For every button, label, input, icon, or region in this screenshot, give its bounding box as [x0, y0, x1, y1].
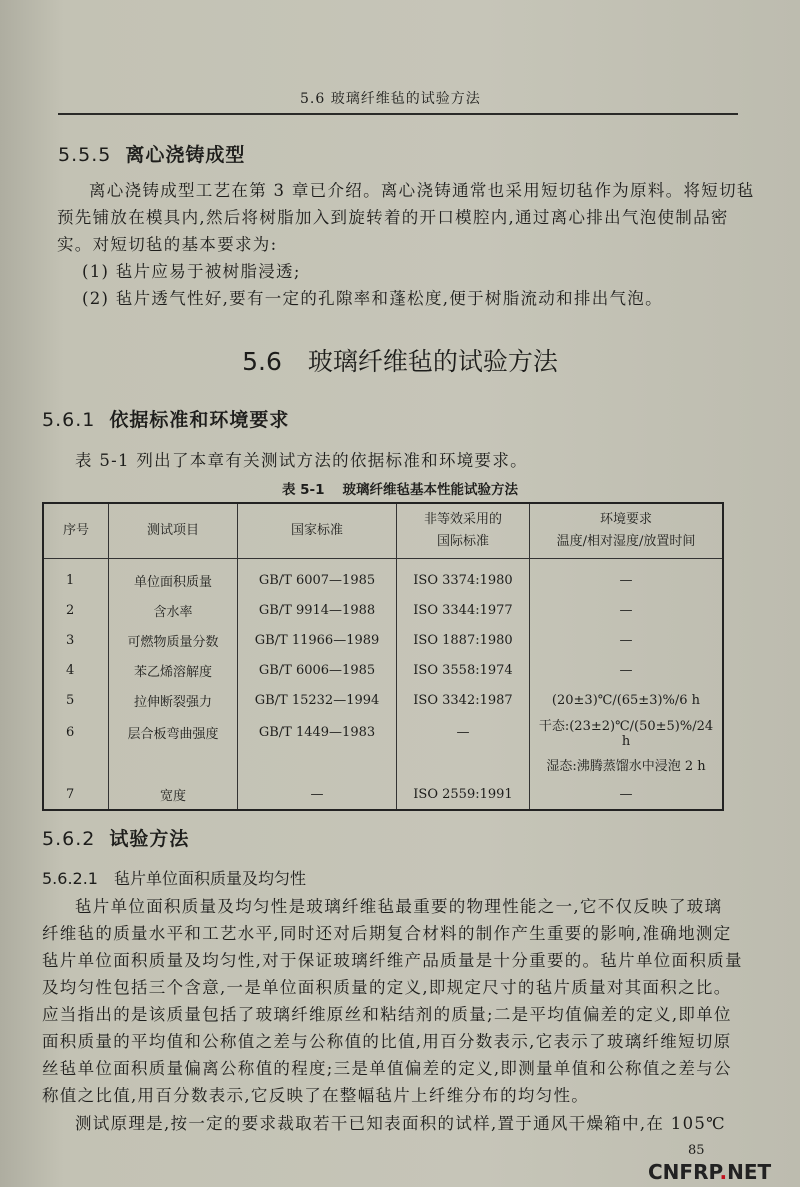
paragraph-line: 预先铺放在模具内,然后将树脂加入到旋转着的开口模腔内,通过离心排出气泡使制品密 [57, 208, 729, 227]
header-intl-line2: 国际标准 [436, 534, 489, 549]
paragraph-line: 面积质量的平均值和公称值之差与公称值的比值,用百分数表示,它表示了玻璃纤维短切原 [42, 1032, 732, 1051]
paragraph-line: 丝毡单位面积质量偏离公称值的程度;三是单值偏差的定义,即测量单值和公称值之差与公 [42, 1059, 732, 1078]
table-row [43, 559, 723, 596]
heading-number: 5.5.5 [58, 144, 112, 166]
heading-title: 试验方法 [109, 828, 190, 850]
cell-item: 拉伸断裂强力 [109, 685, 238, 715]
cell-no: 7 [43, 779, 109, 810]
heading-title: 离心浇铸成型 [125, 144, 246, 166]
cell-item: 含水率 [109, 595, 238, 625]
heading-5-6-2-1 [42, 866, 306, 889]
header-intl-line1: 非等效采用的 [423, 512, 502, 527]
table-header-row [43, 503, 723, 559]
cell-national: GB/T 6006—1985 [238, 655, 397, 685]
cell-env: — [530, 559, 724, 596]
heading-5-5-5 [58, 140, 245, 167]
header-no: 序号 [43, 503, 109, 559]
table-row [43, 595, 723, 625]
table-caption-number: 表 5-1 [281, 482, 325, 498]
cell-item: 层合板弯曲强度 [109, 715, 238, 749]
heading-title: 毡片单位面积质量及均匀性 [113, 869, 306, 888]
cell-national: GB/T 11966—1989 [238, 625, 397, 655]
cell-intl: ISO 2559:1991 [397, 779, 530, 810]
heading-5-6-2 [42, 824, 189, 851]
header-env-line2: 温度/相对湿度/放置时间 [556, 534, 696, 549]
cell-no: 2 [43, 595, 109, 625]
cell-national: GB/T 1449—1983 [238, 715, 397, 749]
cell-item: 可燃物质量分数 [109, 625, 238, 655]
watermark-part2: NET [727, 1160, 772, 1184]
table-row [43, 685, 723, 715]
paragraph-line: 毡片单位面积质量及均匀性是玻璃纤维毡最重要的物理性能之一,它不仅反映了玻璃 [75, 897, 723, 916]
cell-item: 宽度 [109, 779, 238, 810]
heading-number: 5.6.1 [42, 409, 96, 431]
paragraph-line: 测试原理是,按一定的要求裁取若干已知表面积的试样,置于通风干燥箱中,在 105℃ [75, 1114, 726, 1133]
table-caption [0, 478, 800, 498]
header-rule [58, 113, 738, 115]
paragraph-line: 表 5-1 列出了本章有关测试方法的依据标准和环境要求。 [75, 451, 528, 470]
heading-number: 5.6 [242, 347, 282, 376]
heading-number: 5.6.2.1 [42, 869, 98, 888]
cell-intl: — [397, 715, 530, 749]
heading-title: 依据标准和环境要求 [109, 409, 290, 431]
list-item: (1) 毡片应易于被树脂浸透; [82, 262, 301, 281]
paragraph-line: 及均匀性包括三个含意,一是单位面积质量的定义,即规定尺寸的毡片质量对其面积之比。 [42, 978, 732, 997]
paragraph-line: 毡片单位面积质量及均匀性,对于保证玻璃纤维产品质量是十分重要的。毡片单位面积质量 [42, 951, 743, 970]
cell-env: — [530, 655, 724, 685]
cell-env-wet: 湿态:沸腾蒸馏水中浸泡 2 h [530, 749, 724, 779]
paragraph-line: 离心浇铸成型工艺在第 3 章已介绍。离心浇铸通常也采用短切毡作为原料。将短切毡 [89, 181, 755, 200]
cell-env: — [530, 779, 724, 810]
cell-no: 4 [43, 655, 109, 685]
cell-item: 单位面积质量 [109, 559, 238, 596]
cell-item: 苯乙烯溶解度 [109, 655, 238, 685]
heading-title: 玻璃纤维毡的试验方法 [307, 347, 558, 376]
header-env [530, 503, 724, 559]
cell-env: — [530, 625, 724, 655]
table-row [43, 625, 723, 655]
cell-national: GB/T 9914—1988 [238, 595, 397, 625]
table-row [43, 715, 723, 749]
header-env-line1: 环境要求 [599, 512, 652, 527]
running-head: 5.6 玻璃纤维毡的试验方法 [300, 91, 481, 107]
cell-env: 干态:(23±2)℃/(50±5)%/24 h [530, 715, 724, 749]
cell-intl: ISO 3342:1987 [397, 685, 530, 715]
header-intl [397, 503, 530, 559]
table-row [43, 779, 723, 810]
heading-5-6 [0, 342, 800, 378]
paragraph-line: 称值之比值,用百分数表示,它反映了在整幅毡片上纤维分布的均匀性。 [42, 1086, 590, 1105]
table-row [43, 749, 723, 779]
cell-intl: ISO 1887:1980 [397, 625, 530, 655]
watermark-part1: CNFRP [648, 1160, 720, 1184]
cell-no: 6 [43, 715, 109, 749]
cell-intl: ISO 3344:1977 [397, 595, 530, 625]
table-row [43, 655, 723, 685]
header-national: 国家标准 [238, 503, 397, 559]
cell-no: 5 [43, 685, 109, 715]
cell-intl: ISO 3558:1974 [397, 655, 530, 685]
paragraph-line: 实。对短切毡的基本要求为: [57, 235, 278, 254]
heading-5-6-1 [42, 405, 289, 432]
heading-number: 5.6.2 [42, 828, 96, 850]
cell-national: GB/T 6007—1985 [238, 559, 397, 596]
header-item: 测试项目 [109, 503, 238, 559]
cell-no: 1 [43, 559, 109, 596]
table-caption-title: 玻璃纤维毡基本性能试验方法 [342, 482, 519, 498]
paragraph-line: 应当指出的是该质量包括了玻璃纤维原丝和粘结剂的质量;二是平均值偏差的定义,即单位 [42, 1005, 732, 1024]
standards-table [42, 502, 724, 811]
cell-national: GB/T 15232—1994 [238, 685, 397, 715]
cell-intl: ISO 3374:1980 [397, 559, 530, 596]
list-item: (2) 毡片透气性好,要有一定的孔隙率和蓬松度,便于树脂流动和排出气泡。 [82, 289, 663, 308]
paragraph-line: 纤维毡的质量水平和工艺水平,同时还对后期复合材料的制作产生重要的影响,准确地测定 [42, 924, 732, 943]
watermark-dot: . [719, 1160, 728, 1184]
cell-national: — [238, 779, 397, 810]
page-number: 85 [688, 1143, 705, 1158]
watermark-logo [648, 1160, 771, 1184]
cell-env: — [530, 595, 724, 625]
cell-env: (20±3)℃/(65±3)%/6 h [530, 685, 724, 715]
cell-no: 3 [43, 625, 109, 655]
